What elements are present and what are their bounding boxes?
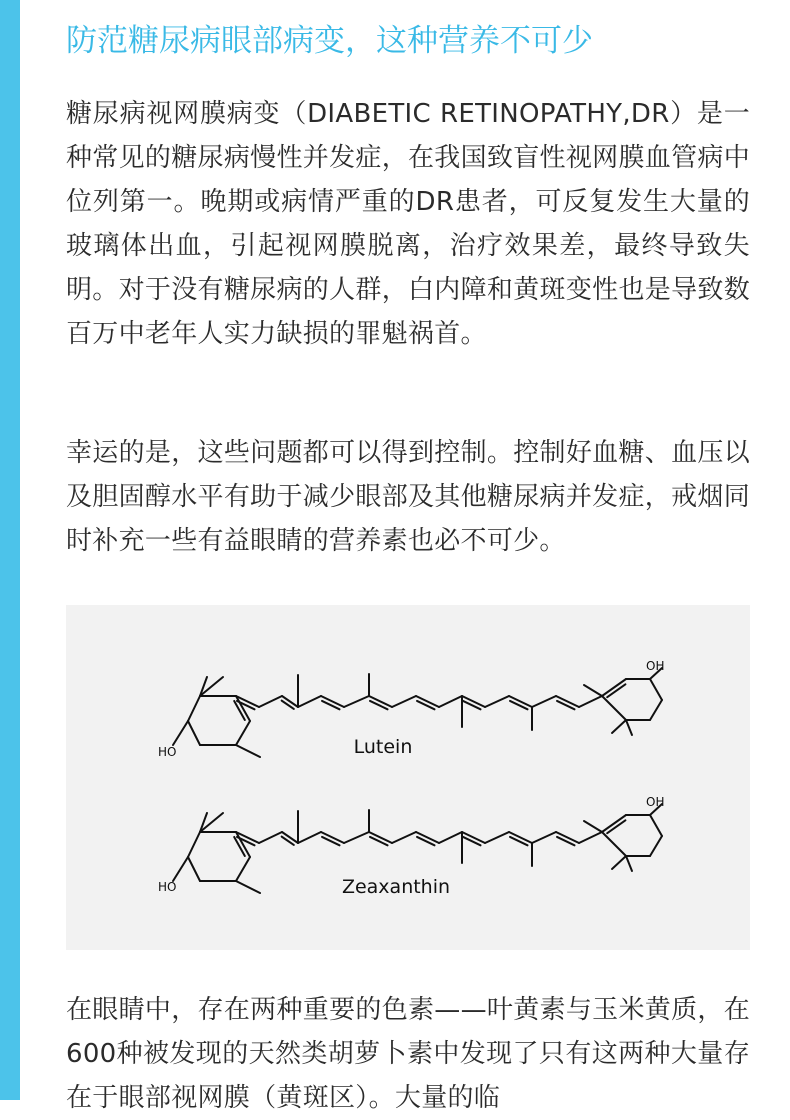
right-ring-bond xyxy=(602,696,626,720)
right-ring-bond xyxy=(650,679,662,700)
chain-single-bond xyxy=(392,832,416,843)
chain-single-bond xyxy=(392,696,416,707)
chain-double-bond-second xyxy=(370,701,387,709)
chain-single-bond xyxy=(579,696,602,707)
zeaxanthin-right-hydroxyl: OH xyxy=(646,795,665,809)
methyl-bond xyxy=(584,685,602,696)
lutein-structure xyxy=(173,668,662,757)
right-ring-bond xyxy=(602,832,626,856)
methyl-bond xyxy=(236,881,260,893)
left-ring-bond xyxy=(188,696,200,721)
chain-single-bond xyxy=(485,696,509,707)
left-ring-bond xyxy=(188,721,200,745)
chain-single-bond xyxy=(259,832,282,843)
chain-double-bond-second xyxy=(463,701,480,709)
molecule-structure-figure xyxy=(66,605,750,950)
chain-single-bond xyxy=(532,832,556,843)
article-heading: 防范糖尿病眼部病变，这种营养不可少 xyxy=(66,23,593,59)
sidebar-accent-stripe xyxy=(0,0,20,1100)
right-ring-bond xyxy=(650,815,662,836)
right-ring-bond xyxy=(650,700,662,720)
chain-single-bond xyxy=(298,696,321,707)
hydroxyl-bond xyxy=(173,857,188,881)
lutein-right-hydroxyl: OH xyxy=(646,659,665,673)
chain-single-bond xyxy=(485,832,509,843)
paragraph-control: 幸运的是，这些问题都可以得到控制。控制好血糖、血压以及胆固醇水平有助于减少眼部及其他糖尿病并发症，戒烟同时补充一些有益眼睛的营养素也必不可少。 xyxy=(66,438,750,556)
paragraph-diabetic-retinopathy: 糖尿病视网膜病变（DIABETIC RETINOPATHY,DR）是一种常见的糖尿病慢性并发症，在我国致盲性视网膜血管病中位列第一。晚期或病情严重的DR患者，可反复发生大量的玻璃体出血，引起视网膜脱离，治疗效果差，最终导致失明。对于没有糖尿病的人群，白内障和黄斑变性也是导致数百万中老年人实力缺损的罪魁祸首。 xyxy=(66,99,750,349)
chain-double-bond-second xyxy=(417,701,434,709)
chain-single-bond xyxy=(439,696,462,707)
chain-double-bond-second xyxy=(322,837,339,845)
chain-double-bond-second xyxy=(237,837,254,845)
lutein-left-hydroxyl: HO xyxy=(158,745,177,759)
chain-double-bond-second xyxy=(237,701,254,709)
chain-double-bond-second xyxy=(463,837,480,845)
chain-single-bond xyxy=(579,832,602,843)
gem-methyl-bond xyxy=(612,856,626,869)
left-ring-bond xyxy=(188,857,200,881)
molecule-diagram xyxy=(66,605,750,950)
chain-single-bond xyxy=(344,696,369,707)
molecule-name-zeaxanthin: Zeaxanthin xyxy=(341,876,451,898)
chain-double-bond-second xyxy=(510,837,527,845)
left-ring-bond xyxy=(236,857,250,881)
chain-double-bond-second xyxy=(510,701,527,709)
molecule-name-lutein: Lutein xyxy=(353,736,413,758)
chain-single-bond xyxy=(344,832,369,843)
chain-double-bond-second xyxy=(557,701,574,709)
gem-methyl-bond xyxy=(626,720,632,735)
paragraph-pigments: 在眼睛中，存在两种重要的色素——叶黄素与玉米黄质，在600种被发现的天然类胡萝卜素中发现了只有这两种大量存在于眼部视网膜（黄斑区）。大量的临 xyxy=(66,995,750,1113)
methyl-bond xyxy=(236,745,260,757)
methyl-bond xyxy=(584,821,602,832)
zeaxanthin-left-hydroxyl: HO xyxy=(158,880,177,894)
chain-single-bond xyxy=(298,832,321,843)
chain-double-bond-second xyxy=(557,837,574,845)
gem-methyl-bond xyxy=(612,720,626,733)
right-ring-bond xyxy=(650,836,662,856)
chain-single-bond xyxy=(259,696,282,707)
left-ring-bond xyxy=(236,721,250,745)
gem-methyl-bond xyxy=(626,856,632,871)
left-ring-bond xyxy=(188,832,200,857)
chain-double-bond-second xyxy=(417,837,434,845)
chain-single-bond xyxy=(439,832,462,843)
chain-double-bond-second xyxy=(370,837,387,845)
chain-double-bond-second xyxy=(322,701,339,709)
chain-single-bond xyxy=(532,696,556,707)
hydroxyl-bond xyxy=(173,721,188,745)
